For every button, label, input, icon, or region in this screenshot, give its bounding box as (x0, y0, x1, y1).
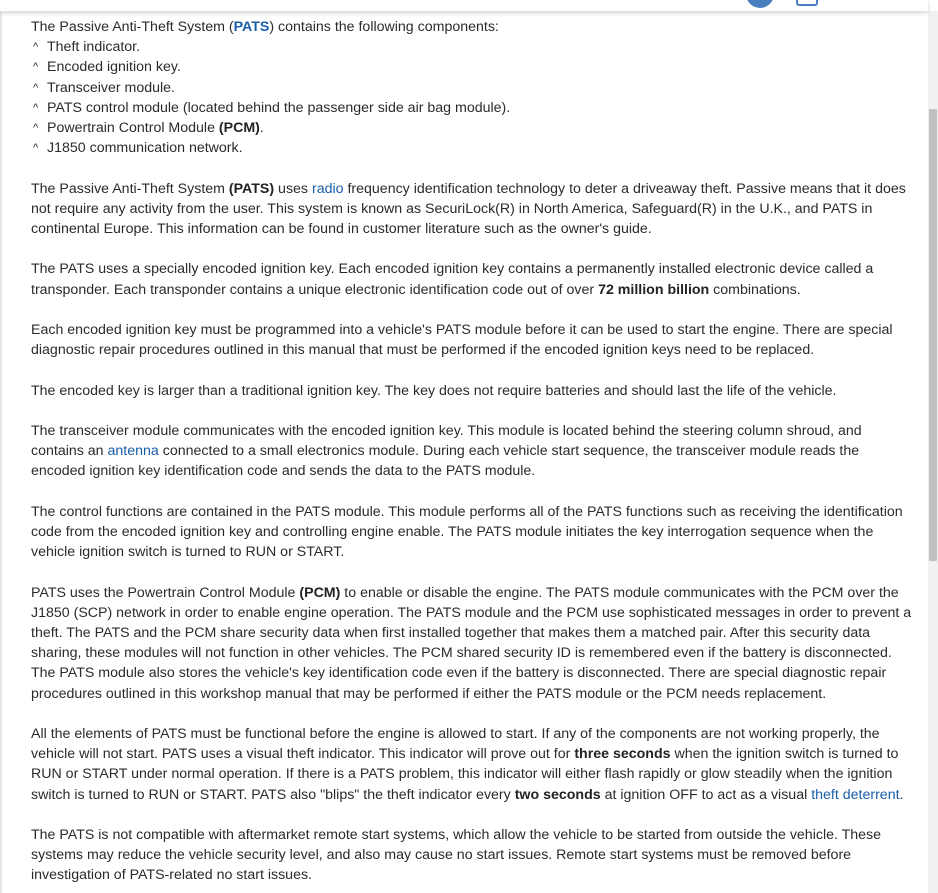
scrollbar[interactable] (928, 11, 938, 893)
paragraph-transceiver: The transceiver module communicates with the encoded ignition key. This module is located behind the steering column shroud, and contains an antenna connected to a small electronics module. During each vehicle start sequence, the transceiver module reads the encoded ignition key identification code and sends the data to the PATS module. (31, 422, 862, 480)
top-toolbar (0, 0, 928, 12)
component-list (31, 37, 913, 158)
paragraph-programming: Each encoded ignition key must be programmed into a vehicle's PATS module before it can be used to start the engine. There are special diagnostic repair procedures outlined in this manual that must be performed if the encoded ignition keys need to be replaced. (31, 322, 893, 359)
radio-link[interactable]: radio (311, 180, 344, 197)
antenna-link[interactable]: antenna (107, 443, 159, 460)
paragraph-key-size: The encoded key is larger than a traditional ignition key. The key does not require batteries and should last the life of the vehicle. (31, 382, 837, 399)
article-content (31, 17, 913, 893)
list-item: ^ Encoded ignition key. (31, 57, 913, 77)
theft-deterrent-link[interactable]: theft deterrent (811, 786, 900, 803)
pats-term: PATS (233, 19, 270, 35)
paragraph-pcm: PATS uses the Powertrain Control Module (PCM) to enable or disable the engine. The PATS module communicates with the PCM over the J1850 (SCP) network in order to enable engine operation. The PATS module and the PCM use sophisticated messages in order to prevent a theft. The PATS and the PCM share security data when first installed together that makes them a matched pair. After this security data sharing, these modules will not function in other vehicles. The PCM shared security ID is remembered even if the battery is disconnected. The PATS module also stores the vehicle's key identification code even if the battery is disconnected. There are special diagnostic repair procedures outlined in this workshop manual that may be performed if either the PATS module or the PCM needs replacement. (31, 584, 912, 702)
paragraph-rfid: The Passive Anti-Theft System (PATS) uses radio frequency identification technology to deter a driveaway theft. Passive means that it does not require any activity from the user. This system is known as SecuriLock(R) in North America, Safeguard(R) in the U.K., and PATS in continental Europe. This information can be found in customer literature such as the owner's guide. (31, 180, 906, 238)
paragraph-key: The PATS uses a specially encoded ignition key. Each encoded ignition key contains a permanently installed electronic device called a transponder. Each transponder contains a unique electronic identification code out of over 72 million billion combinations. (31, 261, 874, 298)
caret-icon: ^ (33, 122, 39, 135)
caret-icon: ^ (33, 41, 39, 54)
caret-icon: ^ (33, 101, 39, 114)
paragraph-indicator: All the elements of PATS must be functional before the engine is allowed to start. If any of the components are not working properly, the vehicle will not start. PATS uses a visual theft indicator. This indicator will prove out for three seconds when the ignition switch is turned to RUN or START under normal operation. If there is a PATS problem, this indicator will either flash rapidly or glow steadily when the ignition switch is turned to RUN or START. PATS also "blips" the theft indicator every two seconds at ignition OFF to act as a visual theft deterrent. (31, 725, 904, 803)
caret-icon: ^ (33, 81, 39, 94)
paragraph-control: The control functions are contained in the PATS module. This module performs all of the PATS functions such as receiving the identification code from the encoded ignition key and controlling engine enable. The PATS module initiates the key interrogation sequence when the vehicle ignition switch is turned to RUN or START. (31, 503, 903, 561)
list-item: ^ PATS control module (located behind the passenger side air bag module). (31, 98, 913, 118)
intro-paragraph: The Passive Anti-Theft System (PATS) contains the following components: (31, 19, 499, 35)
list-item: ^ J1850 communication network. (31, 138, 913, 158)
paragraph-remote-start: The PATS is not compatible with aftermarket remote start systems, which allow the vehicle to be started from outside the vehicle. These systems may reduce the vehicle security level, and also may cause no start issues. Remote start systems must be removed before investigation of PATS-related no start issues. (31, 826, 882, 884)
list-item: ^ Theft indicator. (31, 37, 913, 57)
list-item: ^ Transceiver module. (31, 78, 913, 98)
caret-icon: ^ (33, 142, 39, 155)
list-item: ^ Powertrain Control Module (PCM). (31, 118, 913, 138)
left-border (0, 11, 2, 893)
scrollbar-thumb[interactable] (929, 109, 937, 561)
chat-icon[interactable] (796, 0, 818, 6)
caret-icon: ^ (33, 61, 39, 74)
